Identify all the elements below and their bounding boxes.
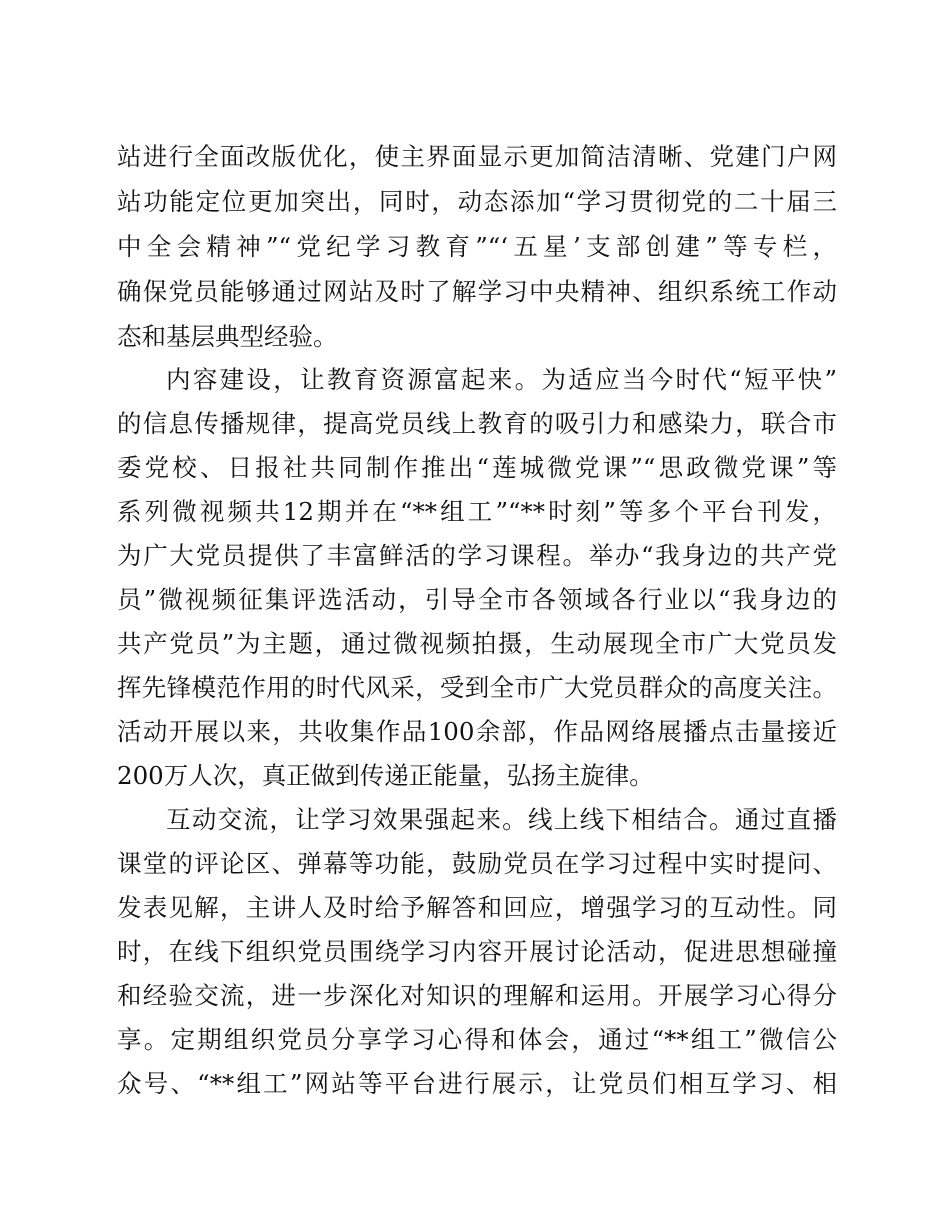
text-line: 中全会精神”“党纪学习教育”“‘五星’支部创建”等专栏， — [117, 232, 837, 261]
text-line: 时，在线下组织党员围绕学习内容开展讨论活动，促进思想碰撞 — [117, 937, 837, 966]
text-line: 和经验交流，进一步深化对知识的理解和运用。开展学习心得分 — [117, 981, 837, 1010]
text-line: 员”微视频征集评选活动，引导全市各领域各行业以“我身边的 — [117, 585, 837, 614]
text-line: 众号、“**组工”网站等平台进行展示，让党员们相互学习、相 — [117, 1069, 837, 1098]
text-line: 发表见解，主讲人及时给予解答和回应，增强学习的互动性。同 — [117, 893, 837, 922]
text-line: 系列微视频共12期并在“**组工”“**时刻”等多个平台刊发， — [117, 497, 837, 526]
text-line: 共产党员”为主题，通过微视频拍摄，生动展现全市广大党员发 — [117, 629, 837, 658]
paragraph-first-line: 内容建设，让教育资源富起来。为适应当今时代“短平快” — [166, 365, 837, 394]
text-line: 200万人次，真正做到传递正能量，弘扬主旋律。 — [117, 761, 654, 790]
paragraph-first-line: 互动交流，让学习效果强起来。线上线下相结合。通过直播 — [166, 805, 837, 834]
text-line: 确保党员能够通过网站及时了解学习中央精神、组织系统工作动 — [117, 277, 837, 306]
text-line: 的信息传播规律，提高党员线上教育的吸引力和感染力，联合市 — [117, 409, 837, 438]
text-line: 课堂的评论区、弹幕等功能，鼓励党员在学习过程中实时提问、 — [117, 849, 837, 878]
text-line: 站功能定位更加突出，同时，动态添加“学习贯彻党的二十届三 — [117, 187, 837, 216]
text-line: 态和基层典型经验。 — [117, 322, 338, 351]
text-line: 为广大党员提供了丰富鲜活的学习课程。举办“我身边的共产党 — [117, 541, 837, 570]
text-line: 委党校、日报社共同制作推出“莲城微党课”“思政微党课”等 — [117, 453, 837, 482]
text-line: 享。定期组织党员分享学习心得和体会，通过“**组工”微信公 — [117, 1025, 837, 1054]
text-line: 挥先锋模范作用的时代风采，受到全市广大党员群众的高度关注。 — [117, 673, 837, 702]
text-line: 活动开展以来，共收集作品100余部，作品网络展播点击量接近 — [117, 717, 837, 746]
text-line: 站进行全面改版优化，使主界面显示更加简洁清晰、党建门户网 — [117, 142, 837, 171]
